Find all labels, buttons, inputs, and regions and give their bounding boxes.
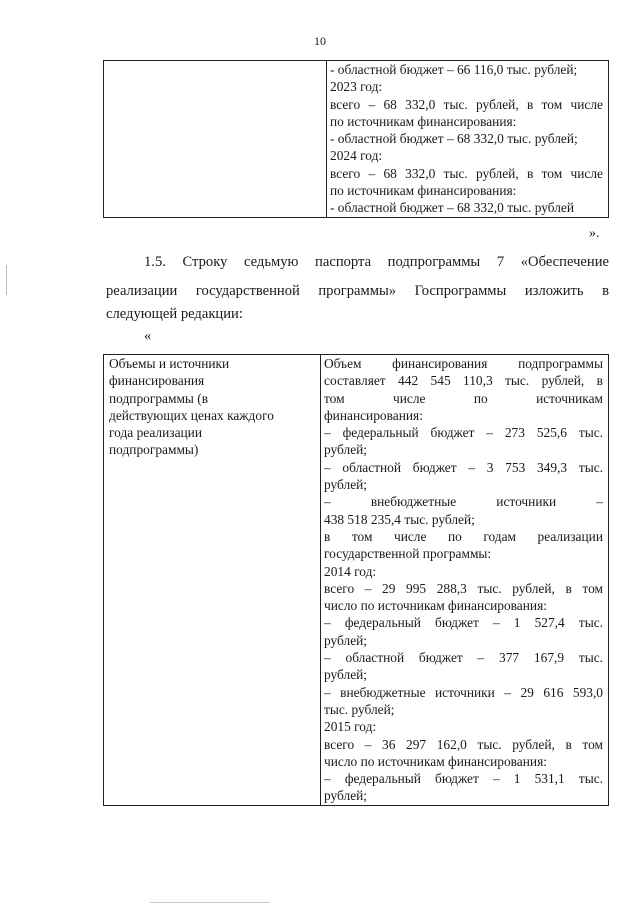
value-line: – федеральный бюджет – 1 527,4 тыс. xyxy=(324,615,603,631)
scan-artifact xyxy=(6,265,7,295)
value-line: – областной бюджет – 3 753 349,3 тыс. xyxy=(324,459,603,475)
value-line: – федеральный бюджет – 273 525,6 тыс. xyxy=(324,425,603,441)
amendment-paragraph-line2 xyxy=(106,281,609,301)
table-line: всего – 68 332,0 тыс. рублей, в том числе xyxy=(330,165,603,181)
value-line: финансирования: xyxy=(324,407,423,423)
closing-quote: ». xyxy=(589,226,600,241)
amendment-paragraph-line3 xyxy=(106,304,609,324)
top-table-right-cell xyxy=(327,61,609,218)
table-line: всего – 68 332,0 тыс. рублей, в том числе xyxy=(330,96,603,112)
paragraph-line: следующей редакции: xyxy=(106,306,243,322)
value-line: государственной программы: xyxy=(324,546,492,562)
value-line: число по источникам финансирования: xyxy=(324,753,547,769)
value-line: рублей; xyxy=(324,442,368,458)
value-line: в том числе по годам реализации xyxy=(324,528,603,544)
table-line: - областной бюджет – 68 332,0 тыс. рублей xyxy=(330,200,574,216)
value-line: составляет 442 545 110,3 тыс. рублей, в xyxy=(324,373,603,389)
value-line: рублей; xyxy=(324,632,368,648)
paragraph-line: 1.5. Строку седьмую паспорта подпрограммы 7 «Обеспечение xyxy=(144,254,609,270)
table-line: по источникам финансирования: xyxy=(330,113,517,129)
table-line: 2023 год: xyxy=(330,79,383,95)
label-line: подпрограммы) xyxy=(109,442,199,458)
page-number: 10 xyxy=(314,34,326,48)
top-table-row xyxy=(104,61,609,218)
value-line: тыс. рублей; xyxy=(324,701,395,717)
label-line: года реализации xyxy=(109,425,203,441)
amendment-paragraph xyxy=(106,252,609,272)
value-line: рублей; xyxy=(324,477,368,493)
value-line: – федеральный бюджет – 1 531,1 тыс. xyxy=(324,771,603,787)
value-line: всего – 36 297 162,0 тыс. рублей, в том xyxy=(324,736,603,752)
passport-value-cell xyxy=(321,355,609,806)
label-line: Объемы и источники xyxy=(109,356,230,371)
value-line: рублей; xyxy=(324,667,368,683)
value-line: Объем финансирования подпрограммы xyxy=(324,356,603,371)
passport-table xyxy=(103,354,609,806)
passport-label-cell xyxy=(104,355,321,806)
value-line: том числе по источникам xyxy=(324,390,603,406)
top-table xyxy=(103,60,609,218)
table-line: - областной бюджет – 66 116,0 тыс. рублей; xyxy=(330,62,578,77)
value-line: рублей; xyxy=(324,788,368,804)
label-line: действующих ценах каждого xyxy=(109,407,274,423)
value-line: 2014 год: xyxy=(324,563,377,579)
scan-artifact xyxy=(150,902,270,903)
value-line: – внебюджетные источники – 29 616 593,0 xyxy=(324,684,603,700)
paragraph-line: реализации государственной программы» Госпрограммы изложить в xyxy=(106,283,609,299)
value-line: всего – 29 995 288,3 тыс. рублей, в том xyxy=(324,580,603,596)
table-line: по источникам финансирования: xyxy=(330,183,517,199)
top-table-left-cell xyxy=(104,61,327,218)
opening-quote: « xyxy=(144,328,152,344)
value-line: число по источникам финансирования: xyxy=(324,598,547,614)
label-line: финансирования xyxy=(109,373,205,389)
table-line: 2024 год: xyxy=(330,148,383,164)
passport-table-row xyxy=(104,355,609,806)
value-line: 2015 год: xyxy=(324,719,377,735)
value-line: 438 518 235,4 тыс. рублей; xyxy=(324,511,475,527)
table-line: - областной бюджет – 68 332,0 тыс. рублей; xyxy=(330,131,578,147)
label-line: подпрограммы (в xyxy=(109,390,209,406)
value-line: – областной бюджет – 377 167,9 тыс. xyxy=(324,650,603,666)
value-line: – внебюджетные источники – xyxy=(324,494,603,510)
